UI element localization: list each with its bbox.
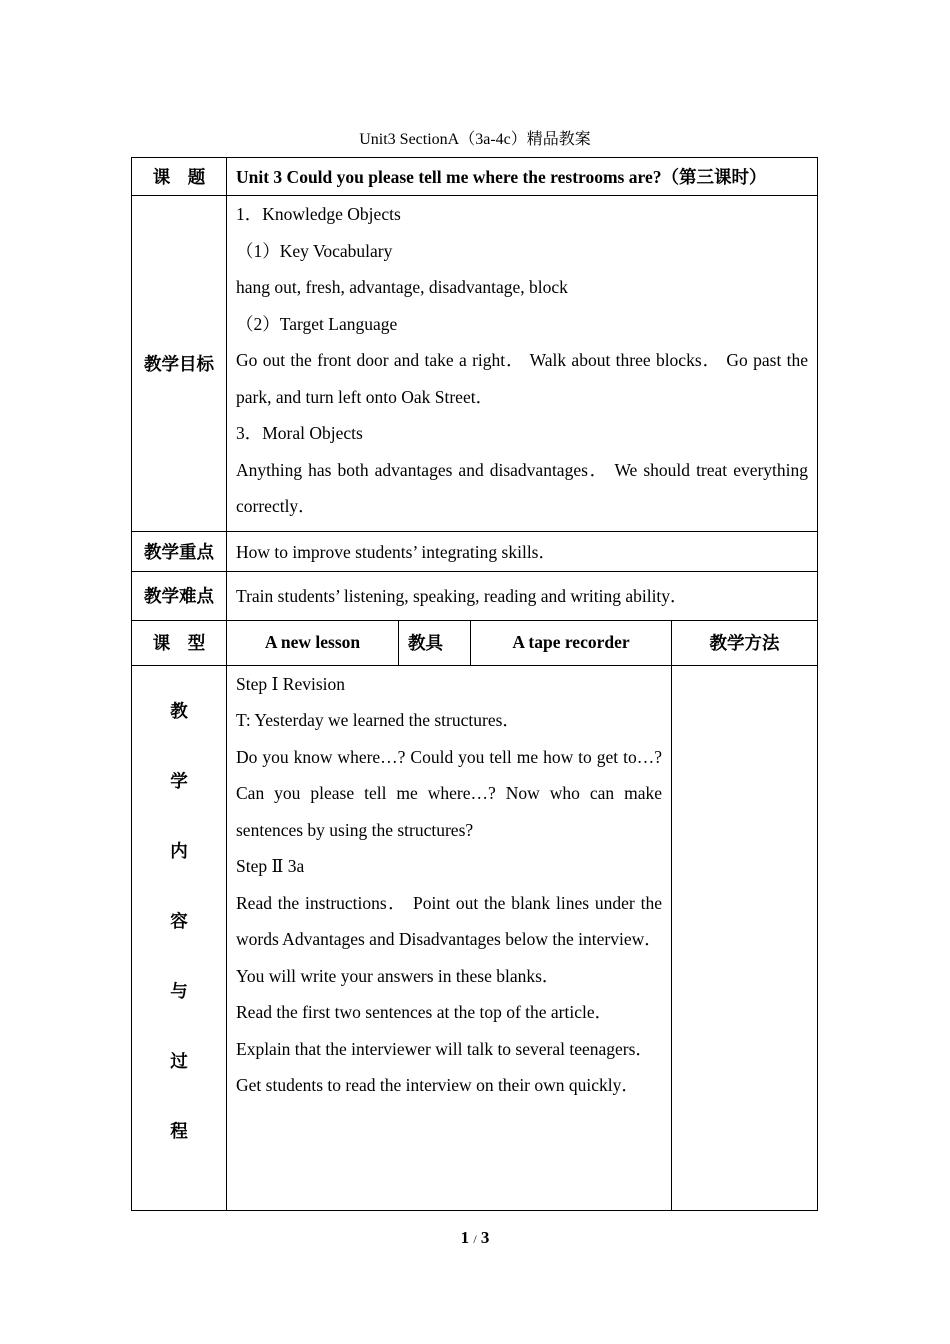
objective-line: Anything has both advantages and disadvantages． We should treat everything correctly． (236, 459, 809, 516)
tools-label: 教具 (399, 620, 471, 665)
process-line: Get students to read the interview on their own quickly． (236, 1075, 639, 1095)
process-content (227, 665, 672, 1210)
topic-label: 课 题 (132, 158, 227, 196)
tools-value: A tape recorder (471, 620, 672, 665)
process-line: You will write your answers in these blanks． (236, 965, 560, 986)
lesson-type-row (132, 620, 818, 665)
process-label-char: 容 (170, 910, 188, 931)
process-line: Do you know where…? Could you tell me how to get to…? Can you please tell me where…? Now who can make sentences by using the structures? (236, 746, 662, 840)
process-line: Step Ⅰ Revision (236, 673, 345, 694)
topic-value: Unit 3 Could you please tell me where the restrooms are?（第三课时） (227, 158, 818, 196)
type-label: 课 型 (132, 620, 227, 665)
objectives-content (227, 196, 818, 532)
objective-line: （2）Target Language (236, 313, 398, 334)
key-points-row (132, 531, 818, 571)
process-line: Step Ⅱ 3a (236, 856, 305, 876)
topic-row (132, 158, 818, 196)
difficulties-label: 教学难点 (132, 571, 227, 620)
page-number (0, 1228, 950, 1248)
process-line: Read the first two sentences at the top of the article． (236, 1002, 613, 1022)
process-line: Explain that the interviewer will talk to several teenagers． (236, 1038, 653, 1059)
methods-label: 教学方法 (672, 620, 818, 665)
process-label-char: 教 (170, 700, 188, 721)
process-label-char: 过 (170, 1050, 188, 1071)
process-label-char: 学 (170, 770, 188, 791)
page-separator: / (473, 1232, 477, 1246)
methods-cell (672, 665, 818, 1210)
process-label-chars (132, 666, 226, 1166)
difficulties-row (132, 571, 818, 620)
objective-line: （1）Key Vocabulary (236, 240, 393, 261)
key-points-label: 教学重点 (132, 531, 227, 571)
process-label-char: 内 (170, 840, 188, 861)
lesson-plan-table (131, 157, 818, 1211)
type-value: A new lesson (227, 620, 399, 665)
objectives-row (132, 196, 818, 532)
document-title: Unit3 SectionA（3a-4c）精品教案 (359, 131, 591, 148)
process-label-char: 程 (170, 1120, 188, 1141)
key-points-value: How to improve students’ integrating skills． (227, 531, 818, 571)
objective-line: 3．Moral Objects (236, 423, 363, 443)
objective-line: Go out the front door and take a right． Walk about three blocks． Go past the park, and turn left onto Oak Street． (236, 350, 809, 407)
page-current: 1 (460, 1228, 470, 1247)
objectives-label: 教学目标 (132, 196, 227, 532)
objective-line: hang out, fresh, advantage, disadvantage, block (236, 277, 568, 297)
process-line: T: Yesterday we learned the structures． (236, 710, 520, 730)
process-label (132, 665, 227, 1210)
process-label-char: 与 (170, 980, 188, 1001)
difficulties-value: Train students’ listening, speaking, reading and writing ability． (227, 571, 818, 620)
page-total: 3 (480, 1228, 490, 1247)
objective-line: 1．Knowledge Objects (236, 204, 401, 224)
process-line: Read the instructions． Point out the blank lines under the words Advantages and Disadvantages below the interview． (236, 892, 662, 949)
process-row (132, 665, 818, 1210)
